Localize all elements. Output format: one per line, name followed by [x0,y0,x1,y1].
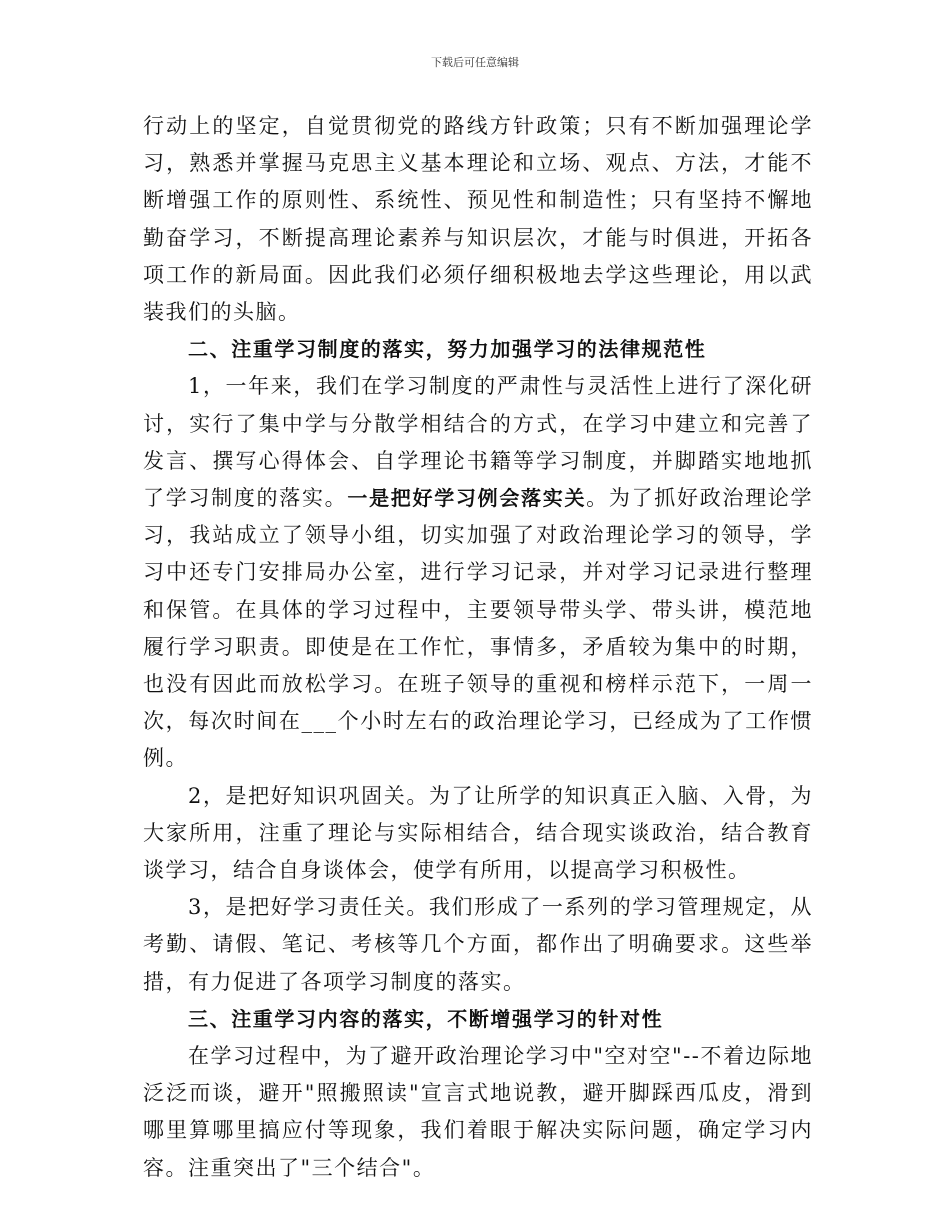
paragraph-continuation: 行动上的坚定，自觉贯彻党的路线方针政策；只有不断加强理论学习，熟悉并掌握马克思主义基本理论和立场、观点、方法，才能不断增强工作的原则性、系统性、预见性和制造性；只有坚持不懈地勤奋学习，不断提高理论素养与知识层次，才能与时俱进，开拓各项工作的新局面。因此我们必须仔细积极地去学这些理论，用以武装我们的头脑。 [143,114,813,325]
bold-phrase: 一是把好学习例会落实关 [347,486,587,511]
paragraph-study-system [143,368,813,777]
paragraph-knowledge: 2，是把好知识巩固关。为了让所学的知识真正入脑、入骨，为大家所用，注重了理论与实际相结合，结合现实谈政治，结合教育谈学习，结合自身谈体会，使学有所用，以提高学习积极性。 [143,783,813,883]
document-body [143,108,813,1187]
paragraph-responsibility: 3，是把好学习责任关。我们形成了一系列的学习管理规定，从考勤、请假、笔记、考核等几个方面，都作出了明确要求。这些举措，有力促进了各项学习制度的落实。 [143,895,813,994]
page-header-note: 下载后可任意编辑 [431,56,519,69]
paragraph-text: 。为了抓好政治理论学习，我站成立了领导小组，切实加强了对政治理论学习的领导，学习中还专门安排局办公室，进行学习记录，并对学习记录进行整理和保管。在具体的学习过程中，主要领导带头学、带头讲，模范地履行学习职责。即使是在工作忙，事情多，矛盾较为集中的时期，也没有因此而放松学习。在班子领导的重视和榜样示范下，一周一次，每次时间在___个小时左右的政治理论学习，已经成为了工作惯例。 [143,486,814,771]
paragraph-text: 1，一年来，我们在学习制度的严肃性与灵活性上进行了深化研讨，实行了集中学与分散学相结合的方式，在学习中建立和完善了发言、撰写心得体会、自学理论书籍等学习制度，并脚踏实地地抓了学习制度的落实。 [143,374,813,511]
section-heading-3: 三、注重学习内容的落实，不断增强学习的针对性 [188,1006,664,1031]
section-heading-2: 二、注重学习制度的落实，努力加强学习的法律规范性 [188,337,707,362]
paragraph-content: 在学习过程中，为了避开政治理论学习中"空对空"--不着边际地泛泛而谈，避开"照搬照读"宣言式地说教，避开脚踩西瓜皮，滑到哪里算哪里搞应付等现象，我们着眼于解决实际问题，确定学习内容。注重突出了"三个结合"。 [143,1044,813,1180]
